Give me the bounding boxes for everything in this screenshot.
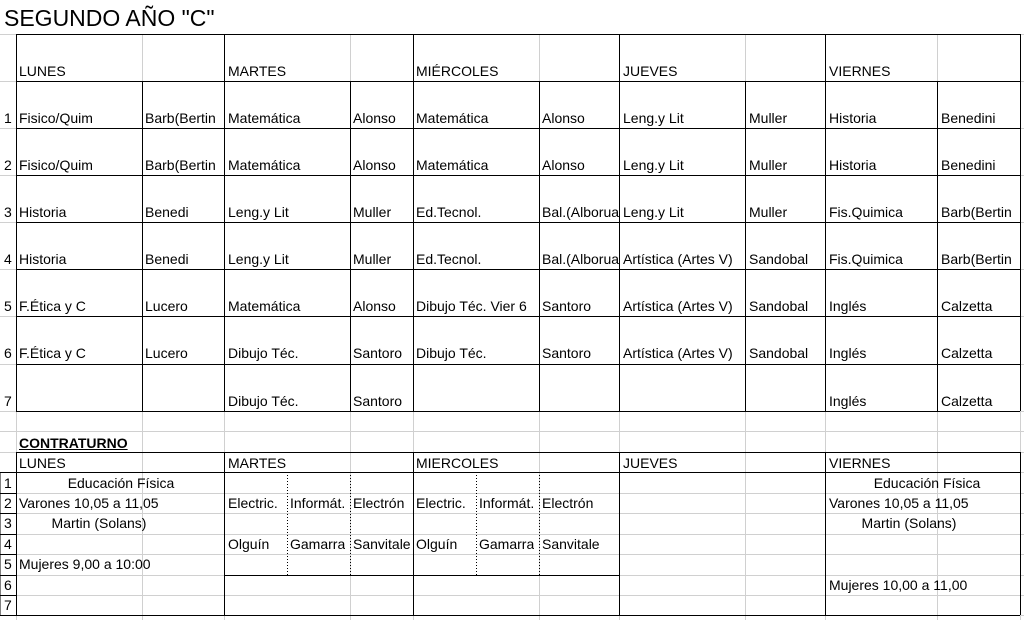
schedule-teacher-cell: Alonso	[542, 157, 585, 173]
schedule-teacher-cell: Sandobal	[749, 298, 809, 314]
schedule-subject-cell: F.Ética y C	[19, 298, 86, 314]
schedule-teacher-cell: Barb(Bertin	[941, 251, 1012, 267]
ct-row-number: 4	[4, 536, 12, 552]
ct-martes-teacher: Gamarra	[290, 536, 346, 552]
schedule-teacher-cell: Santoro	[353, 345, 403, 361]
ct-day-miercoles: MIERCOLES	[416, 455, 499, 471]
row-number: 3	[4, 204, 12, 220]
schedule-subject-cell: Leng.y Lit	[228, 251, 289, 267]
schedule-teacher-cell: Calzetta	[941, 298, 993, 314]
schedule-subject-cell: Leng.y Lit	[623, 157, 684, 173]
ct-lunes-subject: Educación Física	[67, 475, 175, 491]
day-header-jueves: JUEVES	[623, 63, 678, 79]
schedule-subject-cell: Ed.Tecnol.	[416, 251, 482, 267]
schedule-subject-cell: Dibujo Téc.	[228, 345, 299, 361]
schedule-subject-cell: Historia	[829, 157, 877, 173]
schedule-subject-cell: Artística (Artes V)	[623, 298, 733, 314]
row-number: 7	[4, 393, 12, 409]
ct-lunes-teacher: Martin (Solans)	[51, 515, 147, 531]
schedule-teacher-cell: Lucero	[145, 298, 188, 314]
schedule-teacher-cell: Sandobal	[749, 345, 809, 361]
ct-lunes-mujeres: Mujeres 9,00 a 10:00	[19, 556, 151, 572]
schedule-teacher-cell: Bal.(Alborua	[542, 251, 620, 267]
schedule-teacher-cell: Alonso	[353, 157, 396, 173]
day-header-lunes: LUNES	[19, 63, 66, 79]
ct-row-number: 7	[4, 597, 12, 613]
ct-viernes-mujeres: Mujeres 10,00 a 11,00	[829, 577, 968, 593]
schedule-subject-cell: Leng.y Lit	[623, 204, 684, 220]
schedule-teacher-cell: Santoro	[353, 393, 403, 409]
row-number: 6	[4, 345, 12, 361]
schedule-subject-cell: Dibujo Téc.	[416, 345, 487, 361]
schedule-teacher-cell: Lucero	[145, 345, 188, 361]
ct-day-viernes: VIERNES	[829, 455, 891, 471]
ct-day-lunes: LUNES	[19, 455, 66, 471]
ct-martes-subject: Electrón	[353, 495, 405, 511]
schedule-teacher-cell: Santoro	[542, 345, 592, 361]
ct-viernes-subject: Educación Física	[873, 475, 981, 491]
schedule-teacher-cell: Alonso	[353, 110, 396, 126]
schedule-subject-cell: Fisico/Quim	[19, 157, 93, 173]
ct-miercoles-subject: Electric.	[416, 495, 466, 511]
schedule-subject-cell: Inglés	[829, 298, 867, 314]
schedule-teacher-cell: Barb(Bertin	[145, 110, 216, 126]
schedule-teacher-cell: Muller	[749, 157, 788, 173]
contraturno-label: CONTRATURNO	[19, 435, 128, 451]
schedule-teacher-cell: Benedi	[145, 204, 189, 220]
ct-martes-subject: Electric.	[228, 495, 278, 511]
day-header-viernes: VIERNES	[829, 63, 891, 79]
ct-viernes-teacher: Martin (Solans)	[861, 515, 957, 531]
schedule-subject-cell: Artística (Artes V)	[623, 345, 733, 361]
schedule-teacher-cell: Sandobal	[749, 251, 809, 267]
schedule-subject-cell: Fis.Quimica	[829, 251, 903, 267]
ct-lunes-varones: Varones 10,05 a 11,05	[19, 495, 159, 511]
schedule-teacher-cell: Muller	[749, 204, 788, 220]
day-header-martes: MARTES	[228, 63, 287, 79]
schedule-subject-cell: Historia	[829, 110, 877, 126]
ct-miercoles-teacher: Gamarra	[479, 536, 535, 552]
day-header-miercoles: MIÉRCOLES	[416, 63, 499, 79]
schedule-teacher-cell: Santoro	[542, 298, 592, 314]
ct-row-number: 6	[4, 577, 12, 593]
schedule-subject-cell: Matemática	[228, 157, 301, 173]
schedule-subject-cell: Inglés	[829, 393, 867, 409]
ct-day-martes: MARTES	[228, 455, 287, 471]
schedule-subject-cell: Dibujo Téc. Vier 6	[416, 298, 527, 314]
schedule-subject-cell: Ed.Tecnol.	[416, 204, 482, 220]
row-number: 5	[4, 298, 12, 314]
schedule-subject-cell: Matemática	[228, 298, 301, 314]
page-title: SEGUNDO AÑO "C"	[4, 5, 215, 31]
schedule-teacher-cell: Muller	[749, 110, 788, 126]
schedule-subject-cell: Fis.Quimica	[829, 204, 903, 220]
schedule-teacher-cell: Alonso	[353, 298, 396, 314]
ct-row-number: 1	[4, 475, 12, 491]
ct-row-number: 3	[4, 515, 12, 531]
schedule-subject-cell: F.Ética y C	[19, 345, 86, 361]
schedule-subject-cell: Matemática	[416, 110, 489, 126]
schedule-teacher-cell: Barb(Bertin	[145, 157, 216, 173]
ct-miercoles-teacher: Olguín	[416, 536, 458, 552]
row-number: 1	[4, 110, 12, 126]
schedule-subject-cell: Dibujo Téc.	[228, 393, 299, 409]
ct-viernes-varones: Varones 10,05 a 11,05	[829, 495, 969, 511]
schedule-teacher-cell: Benedini	[941, 110, 996, 126]
schedule-teacher-cell: Bal.(Alborua	[542, 204, 620, 220]
schedule-teacher-cell: Calzetta	[941, 345, 993, 361]
schedule-subject-cell: Matemática	[416, 157, 489, 173]
ct-martes-subject: Informát.	[290, 495, 346, 511]
ct-miercoles-teacher: Sanvitale	[542, 536, 600, 552]
schedule-subject-cell: Historia	[19, 251, 67, 267]
schedule-teacher-cell: Calzetta	[941, 393, 993, 409]
schedule-subject-cell: Matemática	[228, 110, 301, 126]
ct-day-jueves: JUEVES	[623, 455, 678, 471]
schedule-subject-cell: Historia	[19, 204, 67, 220]
schedule-subject-cell: Fisico/Quim	[19, 110, 93, 126]
ct-martes-teacher: Sanvitale	[353, 536, 411, 552]
ct-miercoles-subject: Informát.	[479, 495, 535, 511]
ct-row-number: 5	[4, 556, 12, 572]
ct-miercoles-subject: Electrón	[542, 495, 594, 511]
schedule-subject-cell: Inglés	[829, 345, 867, 361]
schedule-teacher-cell: Muller	[353, 204, 392, 220]
schedule-teacher-cell: Alonso	[542, 110, 585, 126]
ct-martes-teacher: Olguín	[228, 536, 270, 552]
schedule-subject-cell: Artística (Artes V)	[623, 251, 733, 267]
row-number: 2	[4, 157, 12, 173]
ct-row-number: 2	[4, 495, 12, 511]
row-number: 4	[4, 251, 12, 267]
schedule-subject-cell: Leng.y Lit	[623, 110, 684, 126]
schedule-subject-cell: Leng.y Lit	[228, 204, 289, 220]
schedule-teacher-cell: Barb(Bertin	[941, 204, 1012, 220]
schedule-teacher-cell: Benedini	[941, 157, 996, 173]
schedule-teacher-cell: Muller	[353, 251, 392, 267]
schedule-teacher-cell: Benedi	[145, 251, 189, 267]
